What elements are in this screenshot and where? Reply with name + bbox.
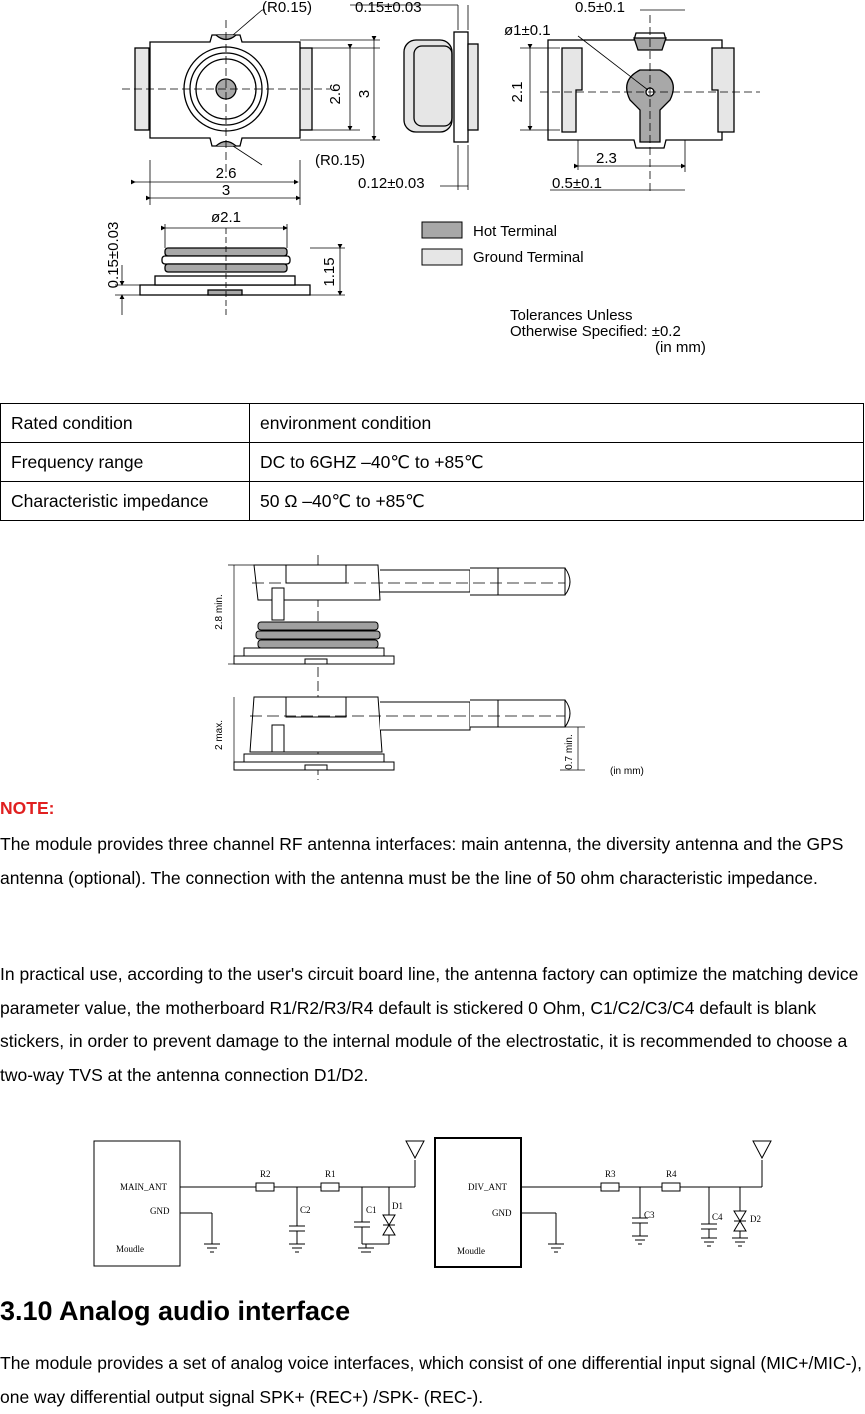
r4-label: R4 bbox=[666, 1169, 677, 1179]
table-cell-value: 50 Ω –40℃ to +85℃ bbox=[250, 482, 864, 521]
r015-top-label: (R0.15) bbox=[262, 0, 313, 16]
bottom-view bbox=[540, 15, 760, 195]
main-module-label: Moudle bbox=[116, 1244, 144, 1254]
section-heading: 3.10 Analog audio interface bbox=[0, 1296, 351, 1326]
note-paragraph-2: In practical use, according to the user's circuit board line, the antenna factory can optimize the matching device parameter value, the motherboard R1/R2/R3/R4 default is stickered 0 Ohm, C1/C2/C3/C4 default is blank stickers, in order to prevent damage to the internal module of the electrostatic, it is recommended to choose a two-way TVS at the antenna connection D1/D2. bbox=[0, 964, 859, 1085]
r3-label: R3 bbox=[605, 1169, 616, 1179]
table-row bbox=[1, 404, 864, 443]
r2-label: R2 bbox=[260, 1169, 271, 1179]
main-gnd-label: GND bbox=[150, 1206, 170, 1216]
dim-05-bottom-label: 0.5±0.1 bbox=[552, 175, 602, 192]
dim-115-label: 1.15 bbox=[321, 257, 338, 287]
c2-label: C2 bbox=[300, 1205, 311, 1215]
dia-1-label: ø1±0.1 bbox=[504, 22, 551, 39]
div-gnd-label: GND bbox=[492, 1208, 512, 1218]
dim-21-label: 2.1 bbox=[509, 81, 526, 103]
main-ant-label: MAIN_ANT bbox=[120, 1182, 167, 1192]
table-cell-name: Frequency range bbox=[1, 443, 250, 482]
c3-label: C3 bbox=[644, 1210, 655, 1220]
div-antenna-circuit bbox=[435, 1138, 771, 1267]
note-title: NOTE: bbox=[0, 798, 55, 818]
r1-label: R1 bbox=[325, 1169, 336, 1179]
dim-26-vertical: 2.6 bbox=[327, 83, 344, 105]
antenna-schematic bbox=[90, 1136, 790, 1271]
dim-23-label: 2.3 bbox=[596, 150, 617, 167]
dim-3-horizontal: 3 bbox=[221, 182, 231, 199]
dim-012-label: 0.12±0.03 bbox=[358, 175, 425, 192]
tolerance-line2: Otherwise Specified: ±0.2 bbox=[510, 323, 681, 340]
dia-21-label: ø2.1 bbox=[210, 209, 242, 226]
tolerance-line3: (in mm) bbox=[655, 339, 706, 356]
note-paragraph-1: The module provides three channel RF antenna interfaces: main antenna, the diversity antenna and the GPS antenna (optional). The connection with the antenna must be the line of 50 ohm characteristic impedance. bbox=[0, 834, 844, 888]
d1-label: D1 bbox=[392, 1201, 403, 1211]
connector-dimension-drawing bbox=[100, 0, 800, 365]
top-view bbox=[122, 20, 330, 175]
dim-015-label: 0.15±0.03 bbox=[355, 0, 422, 16]
dim-28min-label: 2.8 min. bbox=[214, 594, 225, 630]
dim-07min-label: 0.7 min. bbox=[564, 734, 575, 770]
tolerance-line1: Tolerances Unless bbox=[510, 307, 633, 324]
c1-label: C1 bbox=[366, 1205, 377, 1215]
unit-label: (in mm) bbox=[610, 766, 644, 777]
table-cell-name: Characteristic impedance bbox=[1, 482, 250, 521]
r015-bottom-label: (R0.15) bbox=[315, 152, 366, 169]
table-row bbox=[1, 482, 864, 521]
dim-05-top-label: 0.5±0.1 bbox=[575, 0, 625, 16]
table-cell-name: Rated condition bbox=[1, 404, 250, 443]
c4-label: C4 bbox=[712, 1212, 723, 1222]
table-cell-value: DC to 6GHZ –40℃ to +85℃ bbox=[250, 443, 864, 482]
ground-terminal-label: Ground Terminal bbox=[473, 249, 584, 266]
spec-table bbox=[0, 403, 864, 521]
dim-3-vertical: 3 bbox=[356, 89, 373, 99]
d2-label: D2 bbox=[750, 1214, 761, 1224]
section-body: The module provides a set of analog voice interfaces, which consist of one differential input signal (MIC+/MIC-), one way differential output signal SPK+ (REC+) /SPK- (REC-). bbox=[0, 1353, 862, 1407]
dim-2max-label: 2 max. bbox=[214, 719, 225, 751]
hot-terminal-swatch bbox=[422, 222, 462, 238]
dim-015-side-label: 0.15±0.03 bbox=[105, 221, 122, 289]
dim-26-horizontal: 2.6 bbox=[215, 165, 237, 182]
side-profile-view bbox=[115, 224, 345, 315]
mated-height-drawing bbox=[200, 548, 670, 783]
ground-terminal-swatch bbox=[422, 249, 462, 265]
div-ant-label: DIV_ANT bbox=[468, 1182, 507, 1192]
legend bbox=[422, 222, 584, 266]
table-row bbox=[1, 443, 864, 482]
hot-terminal-label: Hot Terminal bbox=[473, 223, 557, 240]
table-cell-value: environment condition bbox=[250, 404, 864, 443]
div-module-label: Moudle bbox=[457, 1246, 485, 1256]
